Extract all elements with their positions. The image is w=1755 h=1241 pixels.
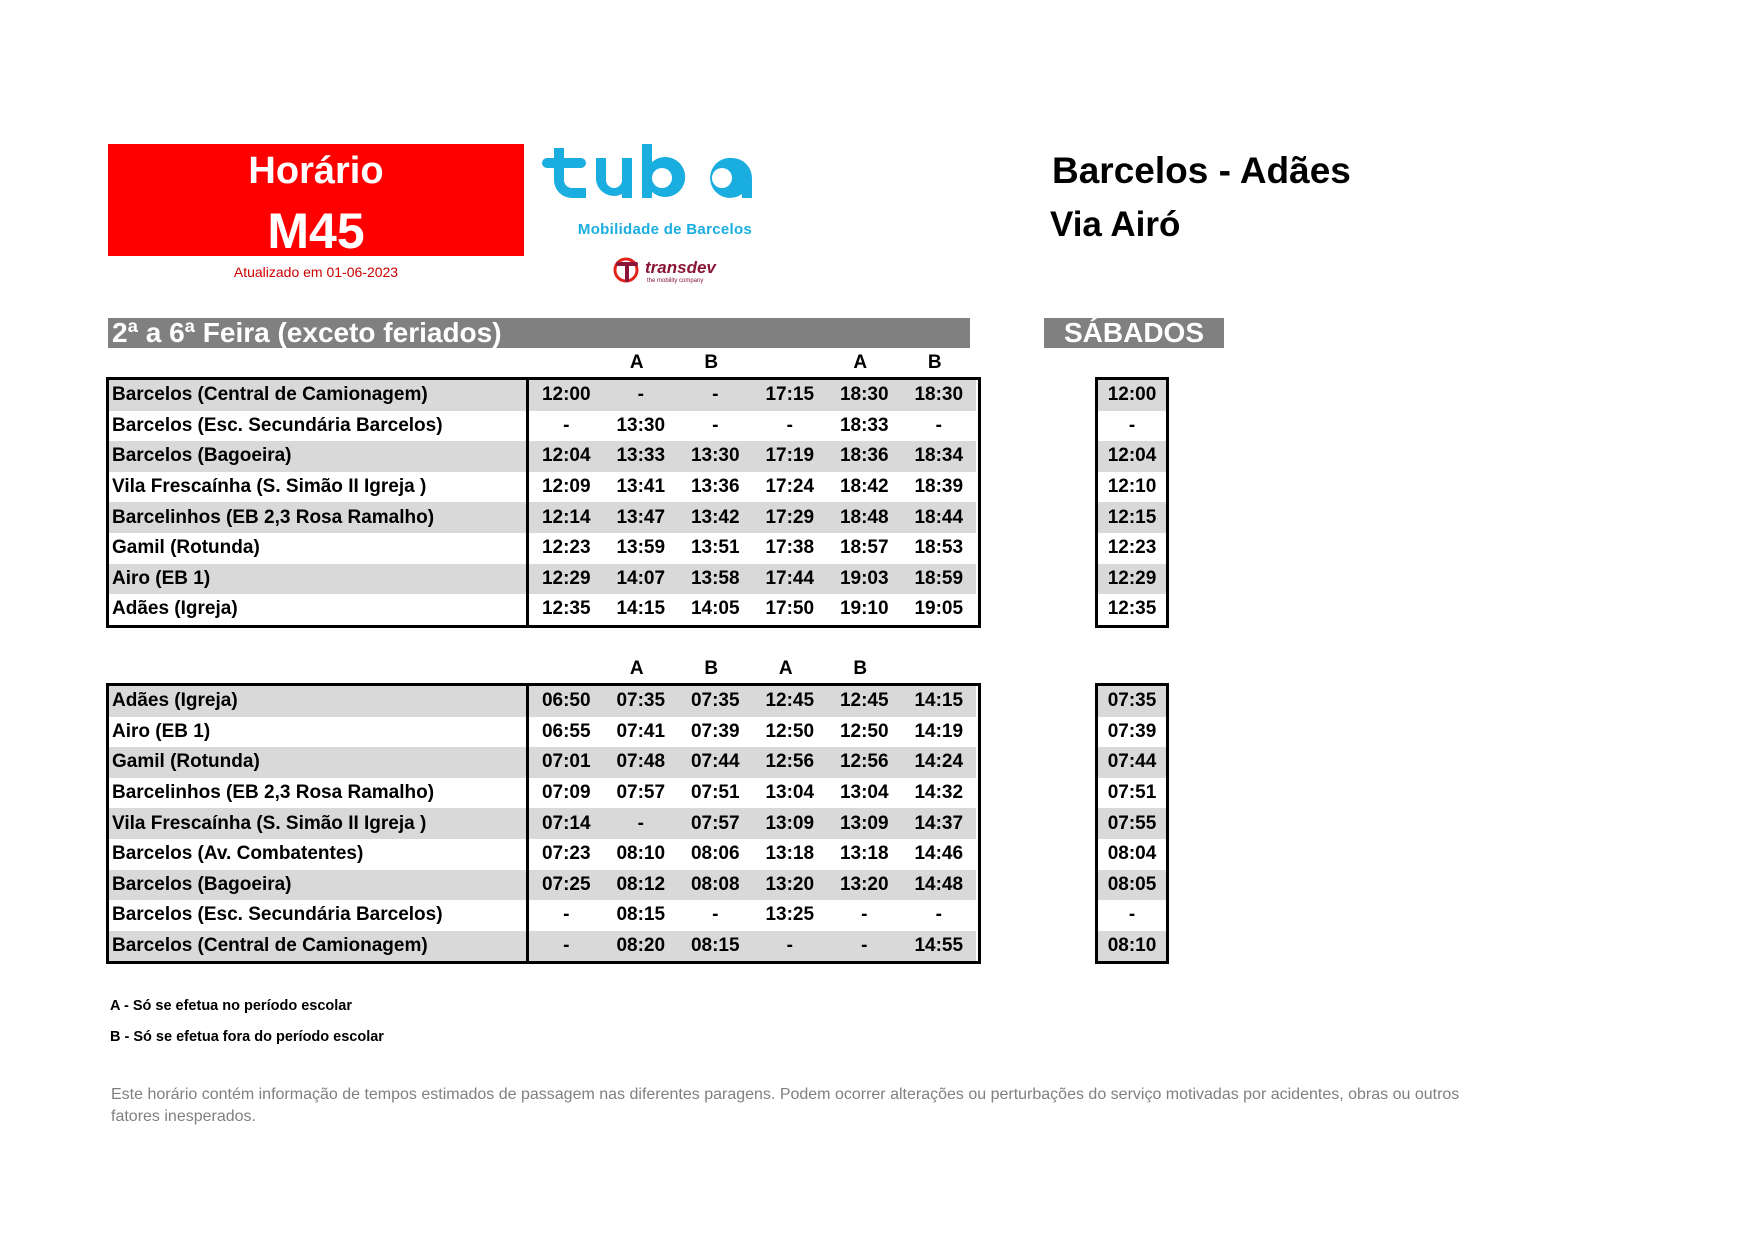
stop-name: Gamil (Rotunda) xyxy=(109,747,528,778)
route-header-box xyxy=(108,144,524,259)
stop-name: Barcelinhos (EB 2,3 Rosa Ramalho) xyxy=(109,502,528,533)
departure-time: 07:09 xyxy=(541,782,591,804)
departure-time: 07:57 xyxy=(678,808,753,839)
table-row xyxy=(109,717,976,748)
departure-time: 19:05 xyxy=(914,598,964,620)
departure-time: 07:01 xyxy=(528,747,604,778)
departure-time: - xyxy=(1128,904,1136,926)
departure-time: 06:50 xyxy=(528,686,604,717)
table-row xyxy=(109,870,976,901)
weekday-return-table-box xyxy=(106,683,981,964)
tuba-tagline: Mobilidade de Barcelos xyxy=(577,221,753,238)
table-row xyxy=(1098,533,1166,564)
line-via: Via Airó xyxy=(1050,205,1181,244)
departure-time: 12:23 xyxy=(1107,537,1157,559)
departure-time: 07:44 xyxy=(678,747,753,778)
departure-time: 14:19 xyxy=(914,720,964,742)
legend-a: A - Só se efetua no período escolar xyxy=(110,998,352,1014)
weekday-outbound-table xyxy=(109,380,978,625)
departure-time: - xyxy=(1128,414,1136,436)
stop-name: Barcelos (Av. Combatentes) xyxy=(109,839,528,870)
table-row xyxy=(1098,808,1166,839)
table-row xyxy=(109,472,976,503)
departure-time: 07:35 xyxy=(678,686,753,717)
departure-time: 13:18 xyxy=(765,843,815,865)
departure-time: 18:53 xyxy=(914,537,964,559)
departure-time: 18:59 xyxy=(902,564,977,595)
departure-time: 13:30 xyxy=(678,441,753,472)
departure-time: 13:25 xyxy=(765,904,815,926)
stop-name: Barcelos (Esc. Secundária Barcelos) xyxy=(109,411,528,442)
departure-time: 17:50 xyxy=(765,598,815,620)
disclaimer: Este horário contém informação de tempos estimados de passagem nas diferentes paragens. Podem ocorrer alterações ou perturbações do serviço motivadas por acidentes, obras ou outros fatores inesperados. xyxy=(111,1086,1460,1125)
table-row xyxy=(1098,472,1166,503)
table-row xyxy=(109,441,976,472)
departure-time: 18:30 xyxy=(902,380,977,411)
weekday-outbound-notes xyxy=(525,351,972,375)
tuba-logo-icon xyxy=(542,144,752,198)
trip-note: B xyxy=(704,352,719,373)
departure-time: 07:39 xyxy=(1107,720,1157,742)
saturday-outbound-table-box xyxy=(1095,377,1169,628)
departure-time: 08:10 xyxy=(616,843,666,865)
departure-time: 17:15 xyxy=(753,380,828,411)
table-row xyxy=(109,839,976,870)
table-row xyxy=(1098,717,1166,748)
table-row xyxy=(1098,778,1166,809)
departure-time: - xyxy=(861,904,868,926)
weekday-return-notes xyxy=(525,657,972,681)
saturday-section-title: SÁBADOS xyxy=(1044,318,1224,348)
table-row xyxy=(109,564,976,595)
table-row xyxy=(109,411,976,442)
table-row xyxy=(109,931,976,962)
departure-time: 12:35 xyxy=(541,598,591,620)
departure-time: 07:35 xyxy=(1098,686,1166,717)
departure-time: 08:06 xyxy=(690,843,740,865)
table-row xyxy=(1098,931,1166,962)
departure-time: 14:07 xyxy=(604,564,679,595)
departure-time: 13:36 xyxy=(690,476,740,498)
trip-note xyxy=(898,657,973,681)
trip-note xyxy=(525,351,600,375)
departure-time: 08:05 xyxy=(1098,870,1166,901)
departure-time: 07:44 xyxy=(1098,747,1166,778)
table-row xyxy=(109,747,976,778)
departure-time: 12:45 xyxy=(753,686,828,717)
table-row xyxy=(109,900,976,931)
departure-time: 08:04 xyxy=(1107,843,1157,865)
departure-time: 12:56 xyxy=(827,747,902,778)
departure-time: 14:32 xyxy=(914,782,964,804)
legend-b: B - Só se efetua fora do período escolar xyxy=(110,1029,384,1045)
transdev-logo xyxy=(612,254,732,288)
table-row xyxy=(1098,686,1166,717)
departure-time: 19:10 xyxy=(839,598,889,620)
departure-time: - xyxy=(712,904,719,926)
departure-time: 12:04 xyxy=(528,441,604,472)
departure-time: 12:50 xyxy=(765,720,815,742)
table-row xyxy=(1098,411,1166,442)
table-row xyxy=(1098,839,1166,870)
departure-time: 12:00 xyxy=(528,380,604,411)
departure-time: 12:35 xyxy=(1107,598,1157,620)
weekday-outbound-table-box xyxy=(106,377,981,628)
departure-time: 07:35 xyxy=(604,686,679,717)
departure-time: 07:57 xyxy=(616,782,666,804)
table-row xyxy=(1098,564,1166,595)
departure-time: - xyxy=(712,414,719,436)
stop-name: Airo (EB 1) xyxy=(109,564,528,595)
departure-time: - xyxy=(935,904,942,926)
saturday-outbound-table xyxy=(1098,380,1166,625)
departure-time: 07:41 xyxy=(616,720,666,742)
departure-time: 07:14 xyxy=(528,808,604,839)
departure-time: 18:33 xyxy=(839,414,889,436)
departure-time: 07:48 xyxy=(604,747,679,778)
departure-time: - xyxy=(604,808,679,839)
table-row xyxy=(1098,502,1166,533)
table-row xyxy=(1098,594,1166,625)
departure-time: 18:42 xyxy=(839,476,889,498)
departure-time: - xyxy=(528,931,604,962)
departure-time: 07:39 xyxy=(690,720,740,742)
trip-note: A xyxy=(778,658,793,679)
departure-time: 17:44 xyxy=(753,564,828,595)
header-label: Horário xyxy=(248,150,384,192)
departure-time: 07:23 xyxy=(541,843,591,865)
trip-note: B xyxy=(927,352,942,373)
departure-time: 13:18 xyxy=(839,843,889,865)
table-row xyxy=(1098,747,1166,778)
route-code: M45 xyxy=(267,203,365,259)
departure-time: 12:23 xyxy=(541,537,591,559)
departure-time: 13:20 xyxy=(753,870,828,901)
saturday-return-table xyxy=(1098,686,1166,961)
departure-time: 07:51 xyxy=(1107,782,1157,804)
departure-time: - xyxy=(563,414,570,436)
table-row xyxy=(1098,380,1166,411)
trip-note: A xyxy=(629,658,644,679)
table-row xyxy=(109,778,976,809)
line-title: Barcelos - Adães xyxy=(1052,150,1351,191)
departure-time: 08:12 xyxy=(604,870,679,901)
departure-time: 13:41 xyxy=(616,476,666,498)
departure-time: 12:00 xyxy=(1098,380,1166,411)
departure-time: 12:14 xyxy=(528,502,604,533)
departure-time: 18:39 xyxy=(914,476,964,498)
departure-time: 14:55 xyxy=(902,931,977,962)
departure-time: - xyxy=(753,931,828,962)
departure-time: 12:29 xyxy=(1098,564,1166,595)
trip-note xyxy=(749,351,824,375)
stop-name: Barcelos (Bagoeira) xyxy=(109,441,528,472)
departure-time: 13:04 xyxy=(765,782,815,804)
departure-time: 12:29 xyxy=(528,564,604,595)
departure-time: 08:15 xyxy=(616,904,666,926)
departure-time: 08:15 xyxy=(678,931,753,962)
departure-time: 18:48 xyxy=(827,502,902,533)
departure-time: - xyxy=(827,931,902,962)
stop-name: Barcelinhos (EB 2,3 Rosa Ramalho) xyxy=(109,778,528,809)
departure-time: - xyxy=(563,904,570,926)
weekday-return-table xyxy=(109,686,978,961)
departure-time: 18:30 xyxy=(827,380,902,411)
trip-note: A xyxy=(853,352,868,373)
departure-time: 13:04 xyxy=(839,782,889,804)
table-row xyxy=(109,502,976,533)
departure-time: 13:09 xyxy=(753,808,828,839)
departure-time: 13:09 xyxy=(827,808,902,839)
departure-time: - xyxy=(786,414,793,436)
departure-time: 18:44 xyxy=(902,502,977,533)
trip-note: A xyxy=(629,352,644,373)
table-row xyxy=(109,380,976,411)
departure-time: 14:15 xyxy=(902,686,977,717)
table-row xyxy=(1098,900,1166,931)
departure-time: 13:30 xyxy=(616,414,666,436)
departure-time: 13:42 xyxy=(678,502,753,533)
departure-time: 14:05 xyxy=(690,598,740,620)
departure-time: 08:20 xyxy=(604,931,679,962)
table-row xyxy=(109,686,976,717)
departure-time: 17:29 xyxy=(753,502,828,533)
stop-name: Airo (EB 1) xyxy=(109,717,528,748)
stop-name: Barcelos (Bagoeira) xyxy=(109,870,528,901)
departure-time: 19:03 xyxy=(827,564,902,595)
departure-time: 12:56 xyxy=(753,747,828,778)
table-row xyxy=(1098,441,1166,472)
stop-name: Adães (Igreja) xyxy=(109,594,528,625)
departure-time: - xyxy=(935,414,942,436)
departure-time: 07:55 xyxy=(1098,808,1166,839)
departure-time: - xyxy=(678,380,753,411)
trip-note: B xyxy=(853,658,868,679)
departure-time: 07:25 xyxy=(528,870,604,901)
departure-time: 17:24 xyxy=(765,476,815,498)
departure-time: 14:48 xyxy=(902,870,977,901)
stop-name: Barcelos (Central de Camionagem) xyxy=(109,380,528,411)
departure-time: 14:24 xyxy=(902,747,977,778)
departure-time: 08:08 xyxy=(678,870,753,901)
departure-time: 13:59 xyxy=(616,537,666,559)
tuba-logo xyxy=(540,144,790,204)
stop-name: Gamil (Rotunda) xyxy=(109,533,528,564)
departure-time: 13:58 xyxy=(678,564,753,595)
transdev-tagline: the mobility company xyxy=(647,278,704,284)
stop-name: Barcelos (Esc. Secundária Barcelos) xyxy=(109,900,528,931)
table-row xyxy=(109,594,976,625)
departure-time: 18:36 xyxy=(827,441,902,472)
trip-note: B xyxy=(704,658,719,679)
departure-time: 12:09 xyxy=(541,476,591,498)
transdev-icon xyxy=(612,254,644,286)
departure-time: 06:55 xyxy=(541,720,591,742)
departure-time: 14:15 xyxy=(616,598,666,620)
transdev-name: transdev xyxy=(645,258,716,277)
weekday-section-title: 2ª a 6ª Feira (exceto feriados) xyxy=(108,318,970,348)
stop-name: Vila Frescaínha (S. Simão II Igreja ) xyxy=(109,808,528,839)
table-row xyxy=(109,533,976,564)
stop-name: Adães (Igreja) xyxy=(109,686,528,717)
stop-name: Vila Frescaínha (S. Simão II Igreja ) xyxy=(109,472,528,503)
departure-time: 14:37 xyxy=(902,808,977,839)
departure-time: 13:20 xyxy=(827,870,902,901)
departure-time: 12:45 xyxy=(827,686,902,717)
departure-time: 14:46 xyxy=(914,843,964,865)
stop-name: Barcelos (Central de Camionagem) xyxy=(109,931,528,962)
departure-time: 13:51 xyxy=(690,537,740,559)
departure-time: 13:33 xyxy=(604,441,679,472)
departure-time: 18:57 xyxy=(839,537,889,559)
saturday-return-table-box xyxy=(1095,683,1169,964)
departure-time: 13:47 xyxy=(604,502,679,533)
departure-time: 12:10 xyxy=(1107,476,1157,498)
departure-time: 12:15 xyxy=(1098,502,1166,533)
departure-time: - xyxy=(604,380,679,411)
departure-time: 12:50 xyxy=(839,720,889,742)
departure-time: 17:38 xyxy=(765,537,815,559)
departure-time: 12:04 xyxy=(1098,441,1166,472)
departure-time: 07:51 xyxy=(690,782,740,804)
departure-time: 18:34 xyxy=(902,441,977,472)
trip-note xyxy=(525,657,600,681)
table-row xyxy=(109,808,976,839)
departure-time: 08:10 xyxy=(1098,931,1166,962)
table-row xyxy=(1098,870,1166,901)
departure-time: 17:19 xyxy=(753,441,828,472)
updated-date: Atualizado em 01-06-2023 xyxy=(233,264,399,280)
